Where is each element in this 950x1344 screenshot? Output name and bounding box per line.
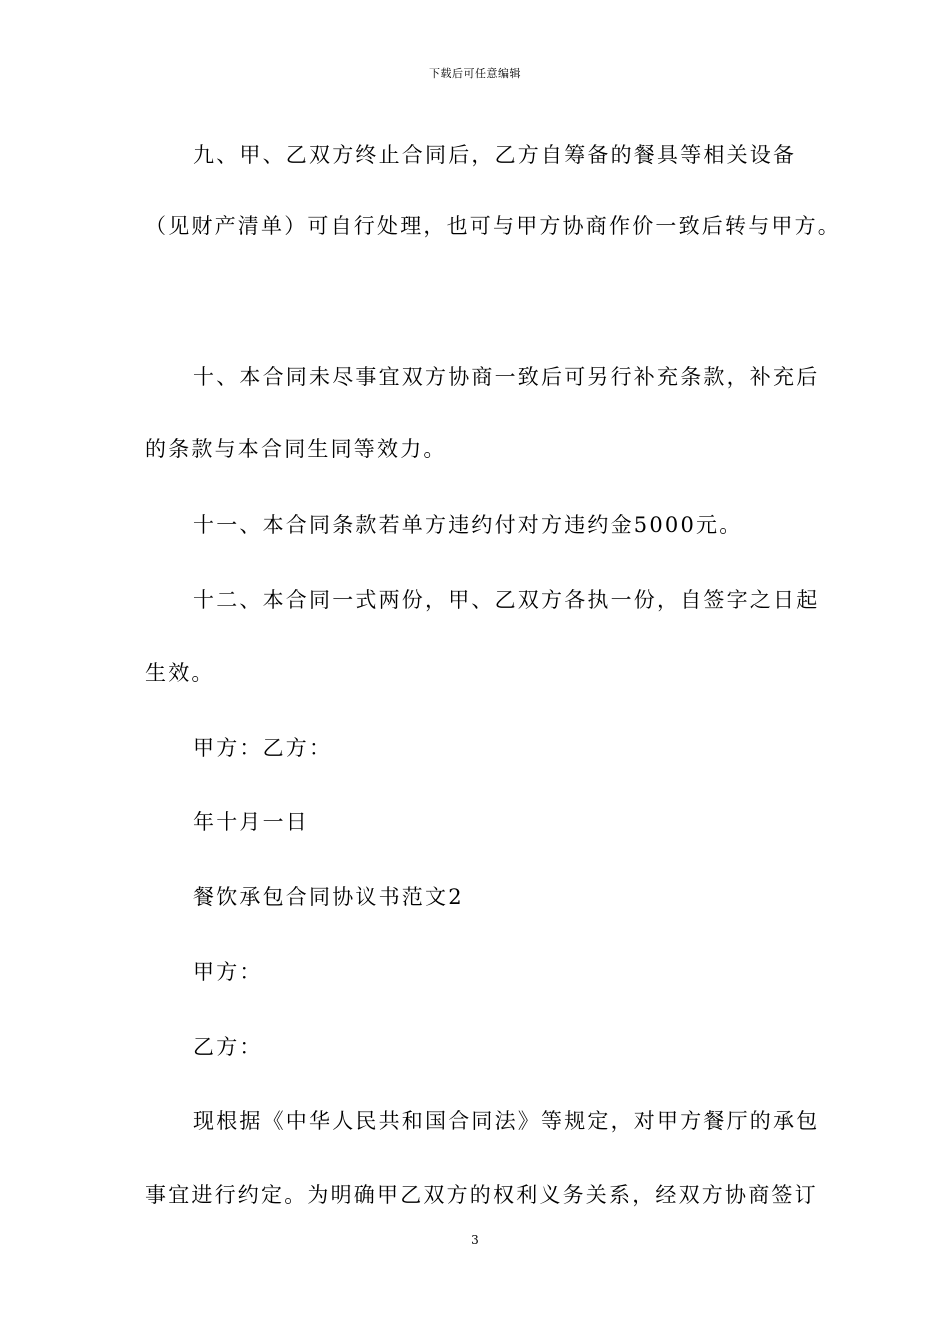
date-line: 年十月一日 bbox=[193, 810, 309, 834]
paragraph-line: 十二、本合同一式两份，甲、乙双方各执一份，自签字之日起 bbox=[193, 588, 820, 612]
page-number: 3 bbox=[471, 1233, 479, 1247]
paragraph-line: 的条款与本合同生同等效力。 bbox=[145, 437, 447, 461]
paragraph-line: 十、本合同未尽事宜双方协商一致后可另行补充条款，补充后 bbox=[193, 365, 820, 389]
paragraph-line: （见财产清单）可自行处理，也可与甲方协商作价一致后转与甲方。 bbox=[145, 214, 841, 238]
party-a-label: 甲方： bbox=[193, 960, 263, 984]
paragraph-line: 九、甲、乙双方终止合同后，乙方自筹备的餐具等相关设备 bbox=[193, 143, 797, 167]
paragraph-line: 现根据《中华人民共和国合同法》等规定，对甲方餐厅的承包 bbox=[193, 1109, 820, 1133]
paragraph-line: 十一、本合同条款若单方违约付对方违约金5000元。 bbox=[193, 513, 743, 537]
party-b-label: 乙方： bbox=[193, 1035, 263, 1059]
section-title: 餐饮承包合同协议书范文2 bbox=[193, 885, 464, 909]
signature-parties-line: 甲方：乙方： bbox=[193, 736, 333, 760]
page-header: 下载后可任意编辑 bbox=[429, 67, 521, 80]
paragraph-line: 事宜进行约定。为明确甲乙双方的权利义务关系，经双方协商签订 bbox=[145, 1183, 818, 1207]
paragraph-line: 生效。 bbox=[145, 661, 215, 685]
